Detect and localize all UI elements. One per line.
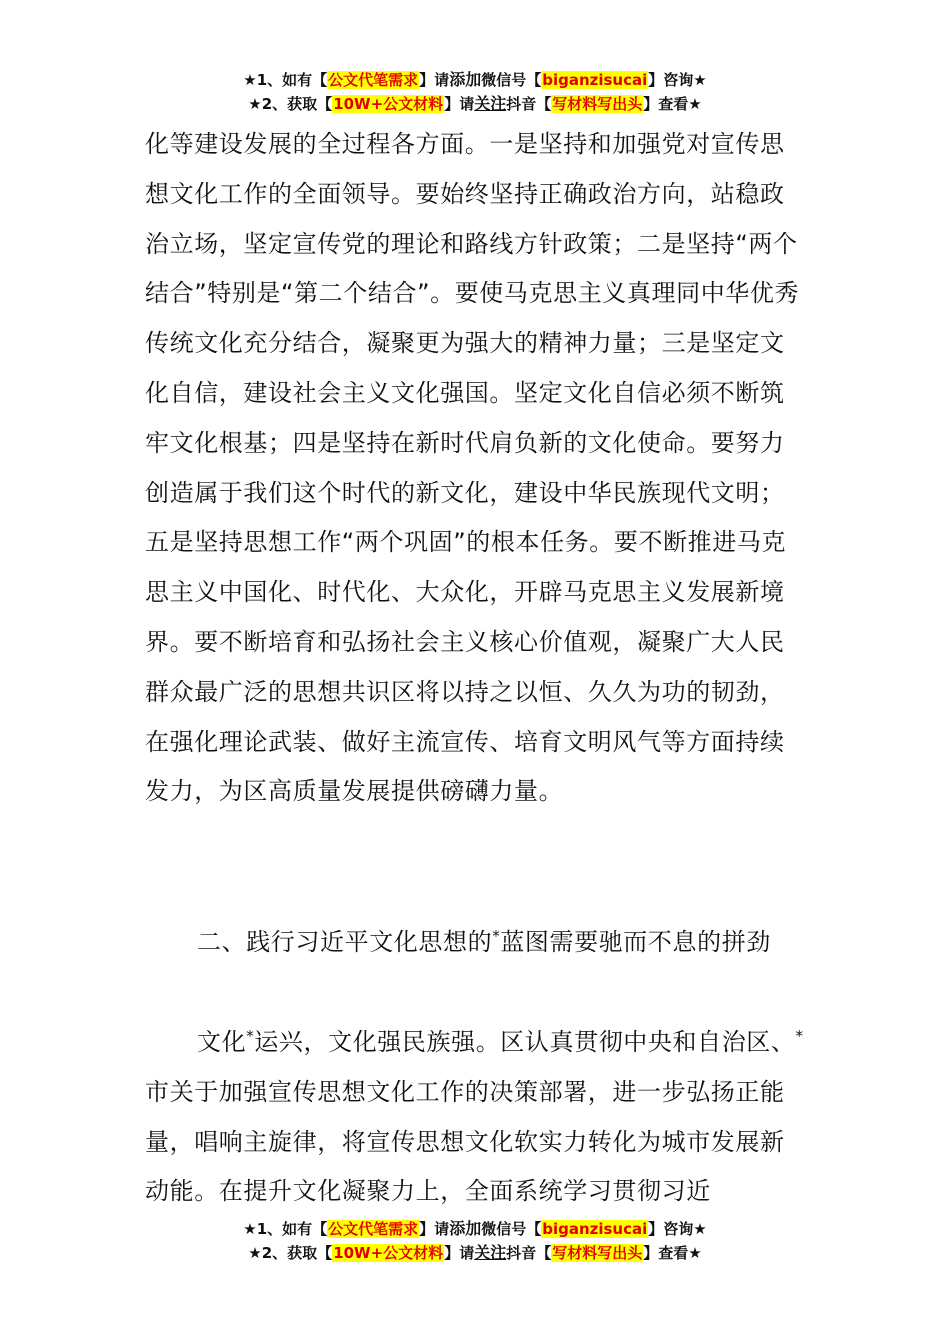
banner-text: 】咨询★ [648,1220,707,1238]
banner-text: 】请 [419,1220,450,1238]
banner-highlight: 公文代笔需求 [328,71,419,89]
document-body-2 [145,1018,809,1217]
banner-wechat-id: biganzisucai [542,71,648,89]
banner-emphasis: 关注 [474,94,507,113]
banner-text: 】查看★ [643,1244,702,1262]
banner-text: 抖音【 [506,95,552,113]
banner-text: 】咨询★ [648,71,707,89]
heading-star: * [492,927,501,945]
banner-text: ★1、如有【 [243,1220,328,1238]
paragraph-text: 市关于加强宣传思想文化工作的决策部署，进一步弘扬正能量，唱响主旋律，将宣传思想文化软实力转化为城市发展新动能。在提升文化凝聚力上，全面系统学习贯彻习近 [145,1077,785,1206]
section-heading [145,918,825,968]
top-banner [0,68,950,116]
banner-line-2 [0,92,950,116]
banner-text: 微信号【 [481,71,542,89]
banner-text: 】请 [444,95,475,113]
banner-text: 抖音【 [506,1244,552,1262]
paragraph-text: 运兴，文化强民族强。区认真贯彻中央和自治区、 [254,1028,796,1056]
banner-text: ★2、获取【 [248,1244,333,1262]
paragraph-text: 文化 [197,1028,247,1056]
heading-text: 蓝图需要驰而不息的拼劲 [500,928,771,956]
heading-text: 二、践行习近平文化思想的 [197,928,493,956]
banner-line-1 [0,1217,950,1241]
banner-text: 】请 [419,71,450,89]
paragraph-2 [145,1018,809,1217]
banner-text: ★1、如有【 [243,71,328,89]
banner-highlight: 公文代笔需求 [328,1220,419,1238]
banner-line-2 [0,1241,950,1265]
banner-emphasis: 添加 [449,1219,482,1238]
banner-text: 】查看★ [643,95,702,113]
paragraph-1: 化等建设发展的全过程各方面。一是坚持和加强党对宣传思想文化工作的全面领导。要始终坚持正确政治方向，站稳政治立场，坚定宣传党的理论和路线方针政策；二是坚持“两个结合”特别是“第二个结合”。要使马克思主义真理同中华优秀传统文化充分结合，凝聚更为强大的精神力量；三是坚定文化自信，建设社会主义文化强国。坚定文化自信必须不断筑牢文化根基；四是坚持在新时代肩负新的文化使命。要努力创造属于我们这个时代的新文化，建设中华民族现代文明；五是坚持思想工作“两个巩固”的根本任务。要不断推进马克思主义中国化、时代化、大众化，开辟马克思主义发展新境界。要不断培育和弘扬社会主义核心价值观，凝聚广大人民群众最广泛的思想共识区将以持之以恒、久久为功的韧劲，在强化理论武装、做好主流宣传、培育文明风气等方面持续发力，为区高质量发展提供磅礴力量。 [145,130,800,806]
banner-wechat-id: biganzisucai [542,1220,648,1238]
banner-text: ★2、获取【 [248,95,333,113]
banner-douyin-id: 写材料写出头 [552,95,643,113]
banner-highlight: 10W+公文材料 [333,95,444,113]
banner-emphasis: 关注 [474,1243,507,1262]
banner-text: 微信号【 [481,1220,542,1238]
paragraph-star: * [246,1027,255,1045]
paragraph-star: * [795,1027,804,1045]
document-body [145,120,809,817]
banner-line-1 [0,68,950,92]
bottom-banner [0,1217,950,1265]
banner-highlight: 10W+公文材料 [333,1244,444,1262]
banner-text: 】请 [444,1244,475,1262]
banner-emphasis: 添加 [449,70,482,89]
banner-douyin-id: 写材料写出头 [552,1244,643,1262]
